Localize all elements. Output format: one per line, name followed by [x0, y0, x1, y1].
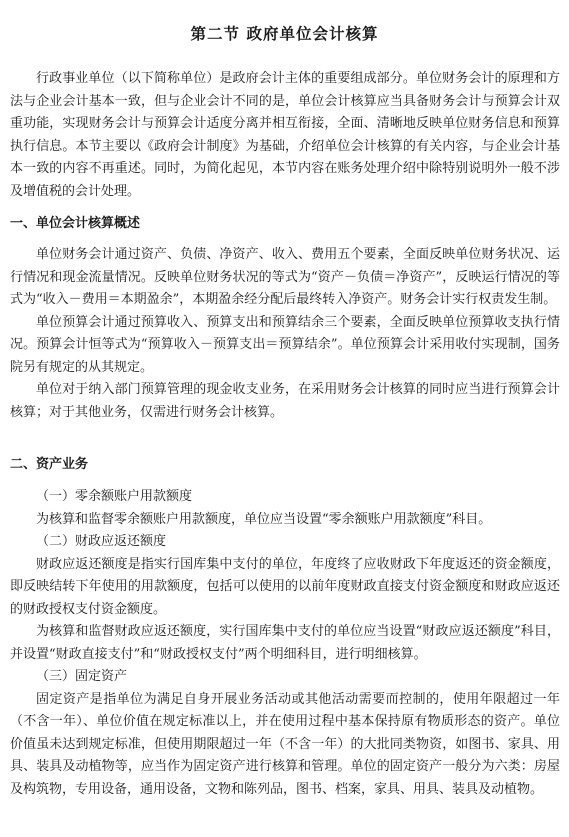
subsection-1-heading: （一）零余额账户用款额度 — [36, 489, 193, 504]
subsection-3-heading: （三）固定资产 — [36, 669, 128, 684]
section-2-body — [10, 486, 560, 801]
subsection-2-paragraph-1: 财政应返还额度是指实行国库集中支付的单位，年度终了应收财政下年度返还的资金额度，即反映结转下年使用的用款额度，包括可以使用的以前年度财政直接支付资金额度和财政应返还的财政授权支付资金额度。 — [10, 556, 560, 617]
section-2-heading: 二、资产业务 — [10, 457, 89, 472]
subsection-2-heading: （二）财政应返还额度 — [36, 534, 167, 549]
intro-block — [10, 68, 560, 203]
subsection-2-paragraph-2: 为核算和监督财政应返还额度，实行国库集中支付的单位应当设置“财政应返还额度”科目，并设置“财政直接支付”和“财政授权支付”两个明细科目，进行明细核算。 — [10, 624, 560, 662]
subsection-3-paragraph-1: 固定资产是指单位为满足自身开展业务活动或其他活动需要而控制的，使用年限超过一年（不含一年）、单位价值在规定标准以上，并在使用过程中基本保持原有物质形态的资产。单位价值虽未达到规定标准，但使用期限超过一年（不含一年）的大批同类物资，如图书、家具、用具、装具及动植物等，应当作为固定资产进行核算和管理。单位的固定资产一般分为六类：房屋及构筑物，专用设备，通用设备，文物和陈列品，图书、档案，家具、用具、装具及动植物。 — [10, 691, 560, 797]
section-1-body — [10, 244, 560, 424]
section-2 — [10, 455, 560, 475]
section-1-paragraph-1: 单位财务会计通过资产、负债、净资产、收入、费用五个要素，全面反映单位财务状况、运行情况和现金流量情况。反映单位财务状况的等式为“资产－负债＝净资产”，反映运行情况的等式为“收入－费用＝本期盈余”，本期盈余经分配后最终转入净资产。财务会计实行权责发生制。 — [10, 247, 560, 307]
section-1-paragraph-2: 单位预算会计通过预算收入、预算支出和预算结余三个要素，全面反映单位预算收支执行情况。预算会计恒等式为“预算收入－预算支出＝预算结余”。单位预算会计采用收付实现制，国务院另有规定的从其规定。 — [10, 314, 560, 375]
section-1-paragraph-3: 单位对于纳入部门预算管理的现金收支业务，在采用财务会计核算的同时应当进行预算会计核算；对于其他业务，仅需进行财务会计核算。 — [10, 382, 560, 420]
intro-paragraph: 行政事业单位（以下简称单位）是政府会计主体的重要组成部分。单位财务会计的原理和方法与企业会计基本一致，但与企业会计不同的是，单位会计核算应当具备财务会计与预算会计双重功能，实现财务会计与预算会计适度分离并相互衔接，全面、清晰地反映单位财务信息和预算执行信息。本节主要以《政府会计制度》为基础，介绍单位会计核算的有关内容，与企业会计基本一致的内容不再重述。同时，为简化起见，本节内容在账务处理介绍中除特别说明外一般不涉及增值税的会计处理。 — [10, 71, 560, 199]
section-title: 第二节 政府单位会计核算 — [190, 24, 379, 43]
section-1 — [10, 214, 560, 234]
section-1-heading: 一、单位会计核算概述 — [10, 216, 141, 231]
subsection-1-paragraph-1: 为核算和监督零余额账户用款额度，单位应当设置“零余额账户用款额度”科目。 — [36, 511, 492, 527]
